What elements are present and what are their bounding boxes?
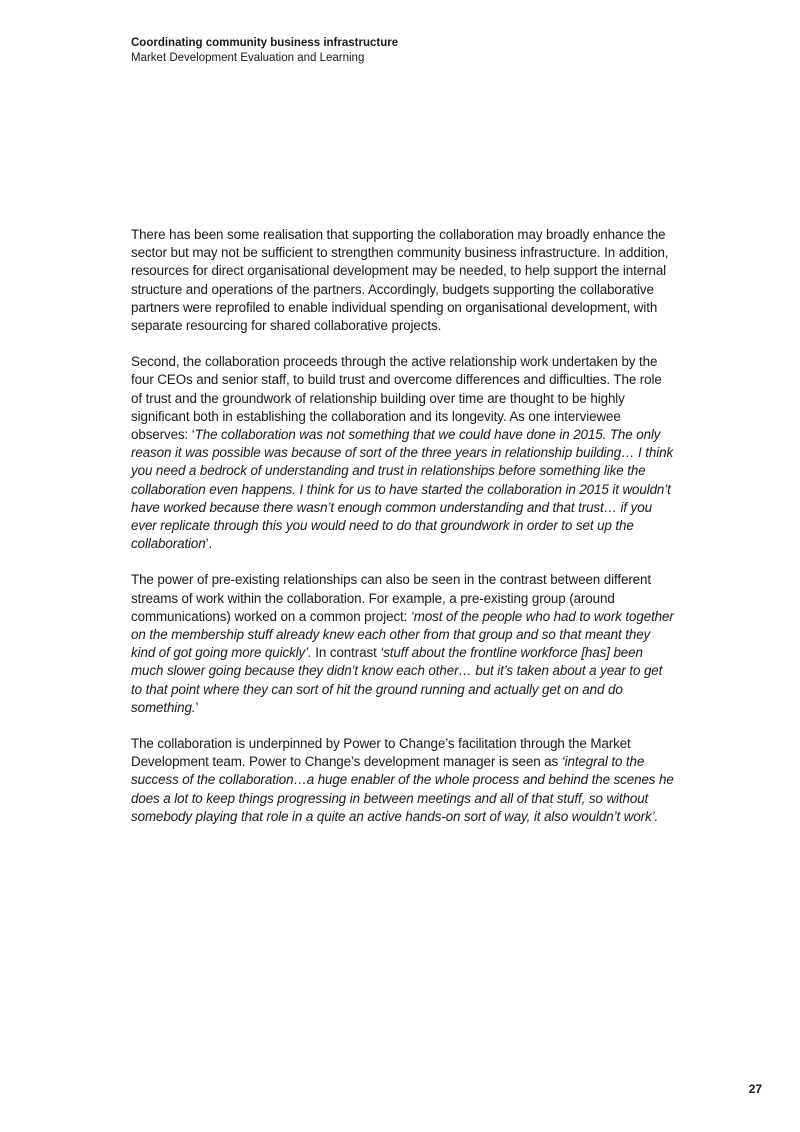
paragraph-text: The collaboration is underpinned by Power to Change’s facilitation through the Market Development team. Power to Change’s development manager is seen as <box>131 736 631 770</box>
page-number: 27 <box>748 1082 762 1096</box>
document-subtitle: Market Development Evaluation and Learning <box>131 52 365 64</box>
paragraph-text: In contrast <box>311 645 381 661</box>
interview-quote: ‘stuff about the frontline workforce [has] been much slower going because they didn’t know each other… but it’s taken about a year to get to that point where they can sort of hit the ground running and actually get on and do something. <box>131 645 663 715</box>
body-text <box>131 226 676 844</box>
paragraph-text: Second, the collaboration proceeds through the active relationship work undertaken by the four CEOs and senior staff, to build trust and overcome differences and difficulties. The role of trust and the groundwork of relationship building over time are thought to be highly significant both in establishing the collaboration and its longevity. As one interviewee observes: ‘ <box>131 354 662 443</box>
paragraph-text: The power of pre-existing relationships can also be seen in the contrast between different streams of work within the collaboration. For example, a pre-existing group (around communications) worked on a common project: <box>131 572 651 624</box>
interview-quote: ‘most of the people who had to work together on the membership stuff already knew each other from that group and so that meant they kind of got going more quickly’. <box>131 608 674 661</box>
document-title: Coordinating community business infrastructure <box>131 37 399 49</box>
paragraph-text: ’ <box>195 699 199 715</box>
paragraph-3 <box>131 571 676 717</box>
paragraph-2 <box>131 353 676 553</box>
paragraph-1 <box>131 226 676 335</box>
paragraph-text: There has been some realisation that supporting the collaboration may broadly enhance the sector but may not be sufficient to strengthen community business infrastructure. In addition, resources for direct organisational development may be needed, to help support the internal structure and operations of the partners. Accordingly, budgets supporting the collaborative partners were reprofiled to enable individual spending on organisational development, with separate resourcing for shared collaborative projects. <box>131 227 669 334</box>
interview-quote: ‘integral to the success of the collaboration…a huge enabler of the whole process and behind the scenes he does a lot to keep things progressing in between meetings and all of that stuff, so without somebody playing that role in a quite an active hands-on sort of way, it also wouldn’t work’. <box>131 754 674 824</box>
running-header <box>131 36 691 66</box>
paragraph-4 <box>131 735 676 826</box>
paragraph-text: ’. <box>205 536 213 552</box>
interview-quote: The collaboration was not something that we could have done in 2015. The only reason it was possible was because of sort of the three years in relationship building… I think you need a bedrock of understanding and trust in relationships before something like the collaboration even happens. I think for us to have started the collaboration in 2015 it wouldn’t have worked because there wasn’t enough common understanding and that trust… if you ever replicate through this you would need to do that groundwork in order to set up the collaboration <box>131 427 674 552</box>
